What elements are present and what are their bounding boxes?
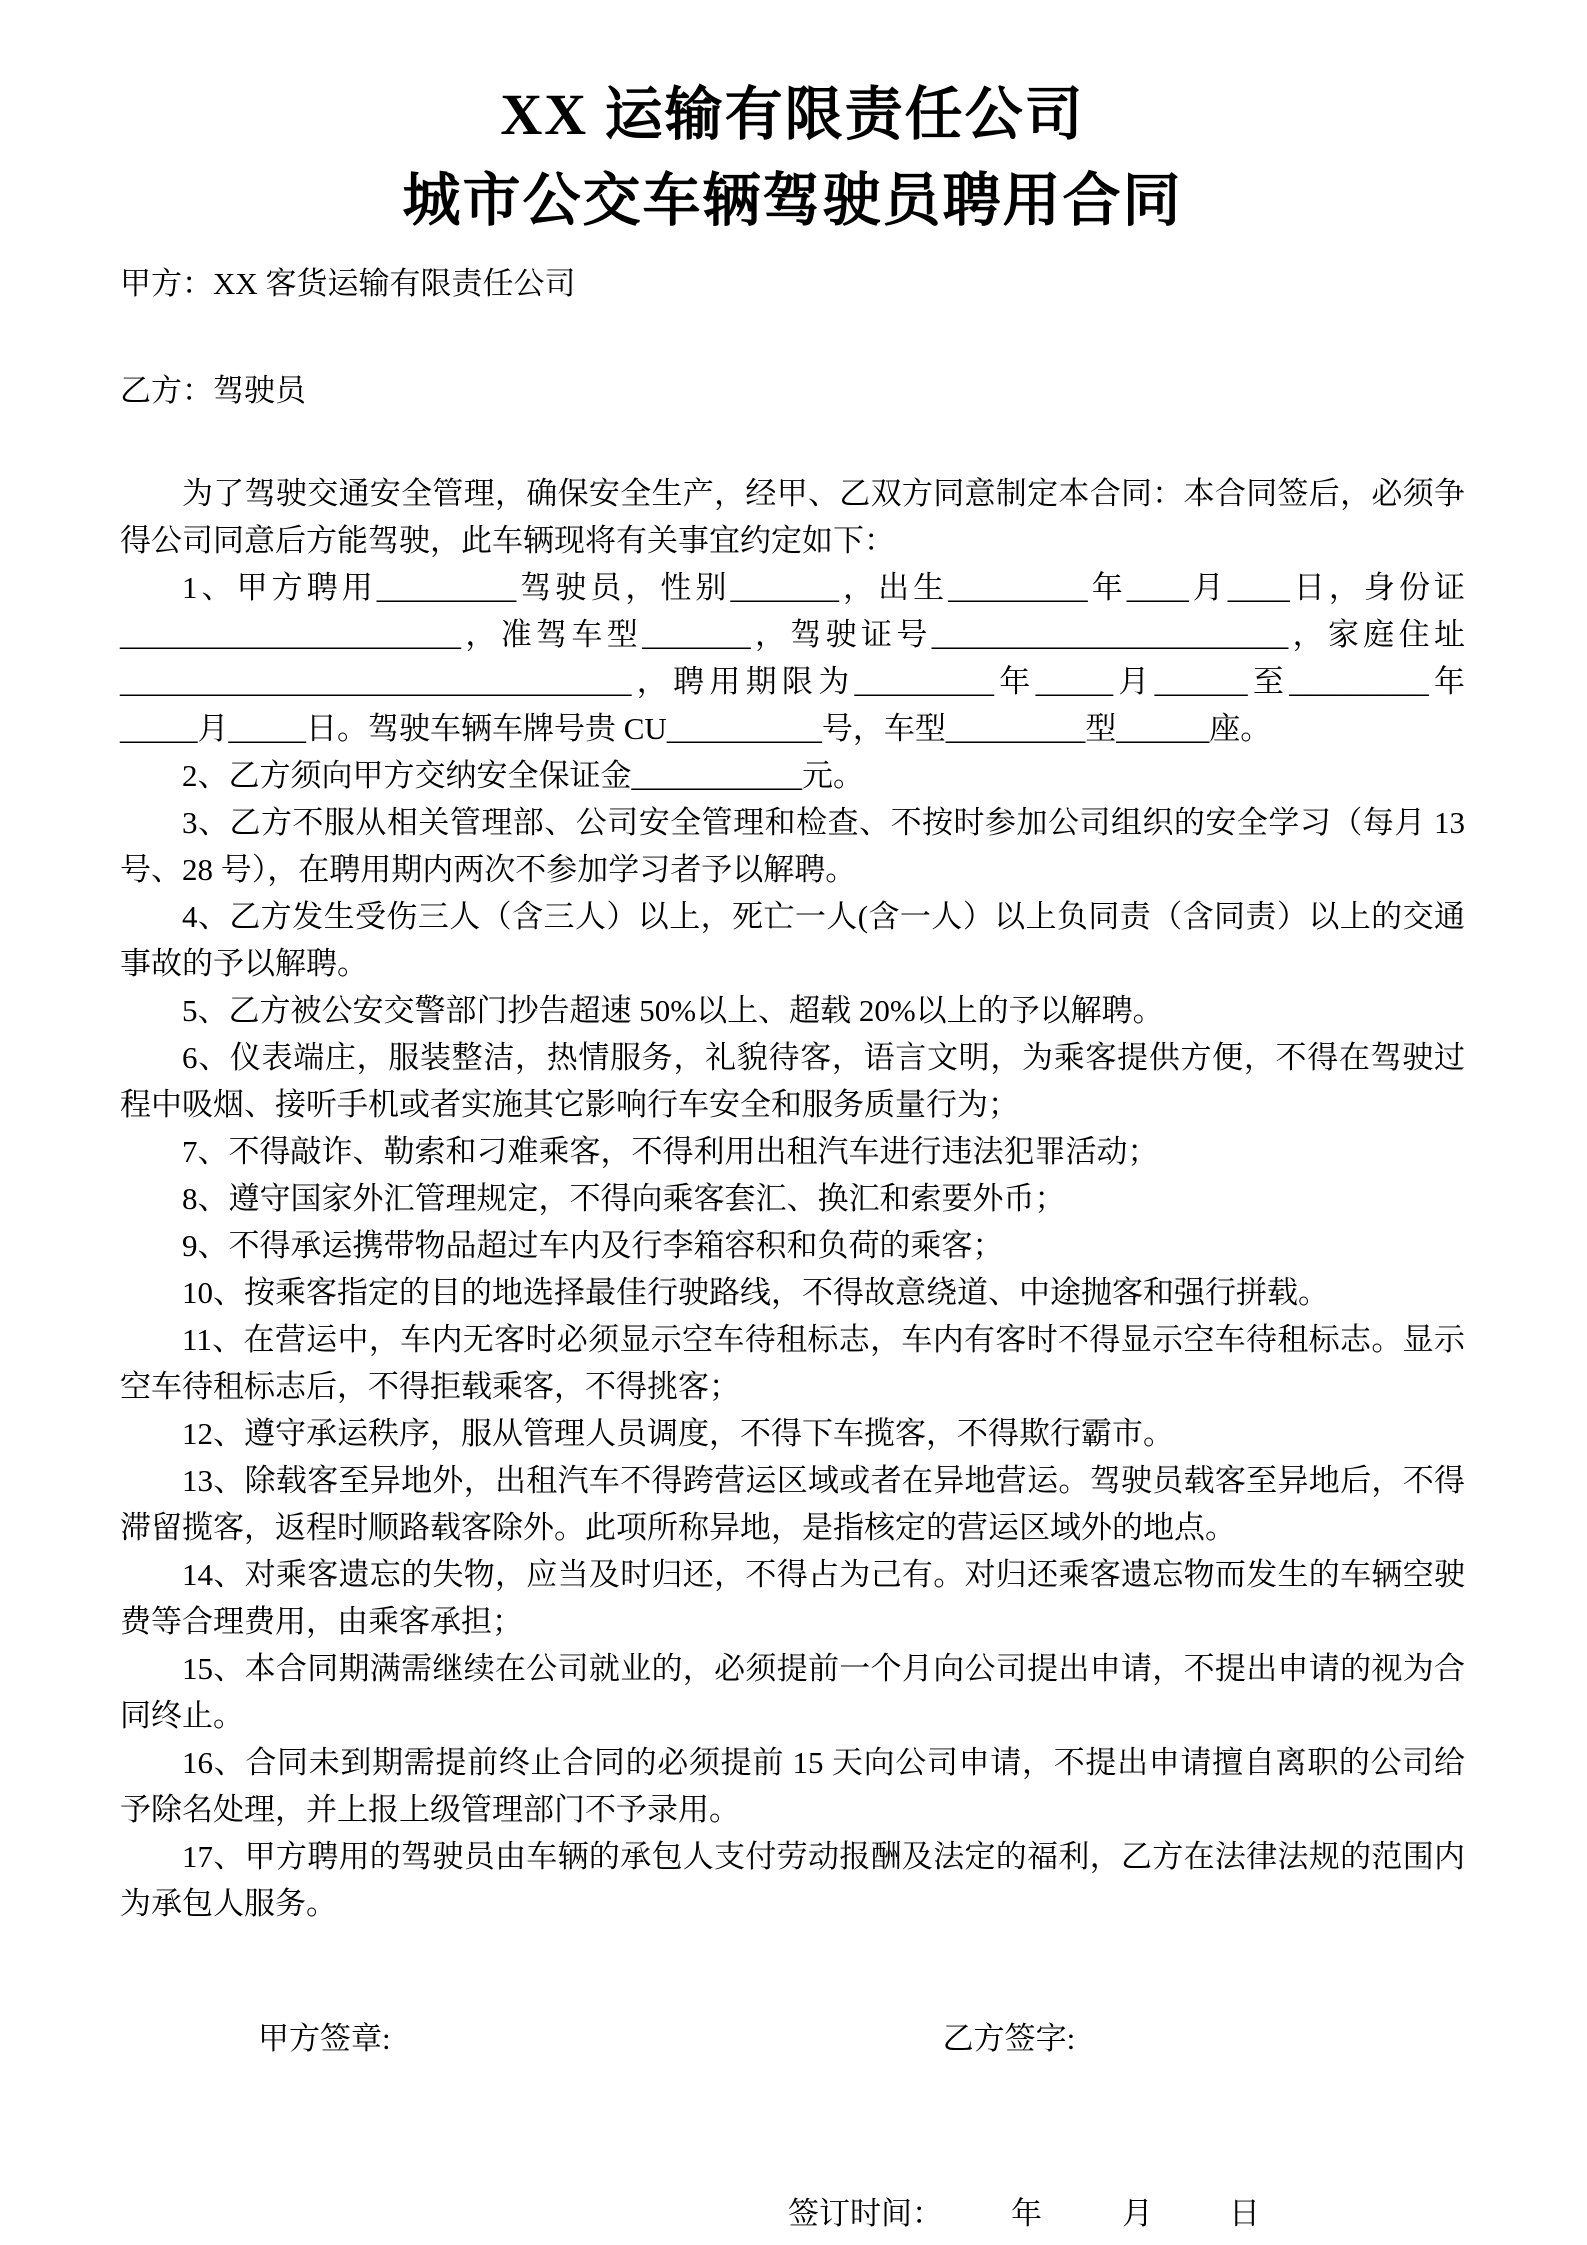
clause-16: 16、合同未到期需提前终止合同的必须提前 15 天向公司申请，不提出申请擅自离职的公司给予除名处理，并上报上级管理部门不予录用。 (120, 1745, 1465, 1827)
clause-1: 1、甲方聘用_________驾驶员，性别_______，出生_________年____月____日，身份证______________________，准驾车型_______，驾驶证号_______________________，家庭住址 _________________________________，聘用期限为_________年_____月______至_________年_____月_____日。驾驶车辆车牌号贵 CU__________号，车型_________型______座。 (120, 570, 1465, 746)
clause-10: 10、按乘客指定的目的地选择最佳行驶路线，不得故意绕道、中途抛客和强行拼载。 (182, 1275, 1329, 1310)
clause-4: 4、乙方发生受伤三人（含三人）以上，死亡一人(含一人）以上负同责（含同责）以上的交通事故的予以解聘。 (120, 899, 1465, 981)
company-title: XX 运输有限责任公司 (500, 82, 1085, 147)
clause-6: 6、仪表端庄，服装整洁，热情服务，礼貌待客，语言文明，为乘客提供方便，不得在驾驶过程中吸烟、接听手机或者实施其它影响行车安全和服务质量行为； (120, 1040, 1465, 1122)
clause-8: 8、遵守国家外汇管理规定，不得向乘客套汇、换汇和索要外币； (182, 1181, 1066, 1216)
sign-date-day-label: 日 (1229, 2196, 1260, 2231)
clause-17: 17、甲方聘用的驾驶员由车辆的承包人支付劳动报酬及法定的福利，乙方在法律法规的范围内为承包人服务。 (120, 1839, 1465, 1921)
clause-14: 14、对乘客遗忘的失物，应当及时归还，不得占为己有。对归还乘客遗忘物而发生的车辆空驶费等合理费用，由乘客承担； (120, 1557, 1465, 1639)
party-a-signature-label: 甲方签章: (258, 2021, 391, 2056)
clause-5: 5、乙方被公安交警部门抄告超速 50%以上、超载 20%以上的予以解聘。 (182, 993, 1164, 1028)
contract-title: 城市公交车辆驾驶员聘用合同 (402, 168, 1183, 233)
clause-12: 12、遵守承运秩序，服从管理人员调度，不得下车揽客，不得欺行霸市。 (182, 1416, 1174, 1451)
sign-date-year-label: 年 (1011, 2196, 1042, 2231)
signature-row (120, 2015, 1465, 2062)
clause-9: 9、不得承运携带物品超过车内及行李箱容积和负荷的乘客； (182, 1228, 1004, 1263)
clause-11: 11、在营运中，车内无客时必须显示空车待租标志，车内有客时不得显示空车待租标志。显示空车待租标志后，不得拒载乘客，不得挑客； (120, 1322, 1465, 1404)
intro-paragraph: 为了驾驶交通安全管理，确保安全生产，经甲、乙双方同意制定本合同：本合同签后，必须争得公司同意后方能驾驶，此车辆现将有关事宜约定如下： (120, 476, 1465, 558)
party-b-signature-label: 乙方签字: (942, 2021, 1076, 2056)
sign-date-label: 签订时间： (788, 2196, 943, 2231)
clause-13: 13、除载客至异地外，出租汽车不得跨营运区域或者在异地营运。驾驶员载客至异地后，不得滞留揽客，返程时顺路载客除外。此项所称异地，是指核定的营运区域外的地点。 (120, 1463, 1465, 1545)
clause-2: 2、乙方须向甲方交纳安全保证金___________元。 (182, 758, 864, 793)
party-b-line: 乙方：驾驶员 (120, 373, 306, 408)
sign-date-row (120, 2190, 1465, 2237)
clause-3: 3、乙方不服从相关管理部、公司安全管理和检查、不按时参加公司组织的安全学习（每月 13 号、28 号），在聘用期内两次不参加学习者予以解聘。 (120, 805, 1465, 887)
clause-7: 7、不得敲诈、勒索和刁难乘客，不得利用出租汽车进行违法犯罪活动； (182, 1134, 1159, 1169)
clause-15: 15、本合同期满需继续在公司就业的，必须提前一个月向公司提出申请，不提出申请的视为合同终止。 (120, 1651, 1465, 1733)
sign-date-month-label: 月 (1122, 2196, 1153, 2231)
party-a-line: 甲方：XX 客货运输有限责任公司 (120, 266, 576, 301)
